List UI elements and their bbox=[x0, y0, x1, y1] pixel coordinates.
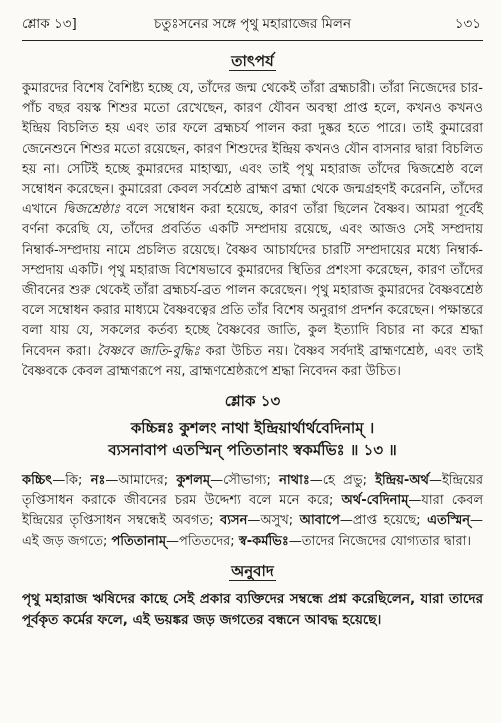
synonyms-list: কচ্চিৎ—কি; নঃ—আমাদের; কুশলম্—সৌভাগ্য; নাথাঃ—হে প্রভু; ইন্দ্রিয়-অর্থ—ইন্দ্রিয়ের তৃপ্তিসাধন করাকে জীবনের চরম উদ্দেশ্য বলে মনে করে; অর্থ-বেদিনাম্—যারা কেবল ইন্দ্রিয়ের তৃপ্তিসাধন সম্বন্ধেই অবগত; ব্যসন—অসুখ; আবাপে—প্রাপ্ত হয়েছে; এতস্মিন্—এই জড় জগতে; পতিতানাম্—পতিতদের; স্ব-কর্মভিঃ—তাদের নিজেদের যোগ্যতার দ্বারা। bbox=[22, 473, 484, 549]
page-number: ১৩১ bbox=[454, 16, 481, 32]
synonym-word: ইন্দ্রিয়-অর্থ bbox=[375, 473, 429, 489]
purport-heading: তাৎপর্য bbox=[231, 52, 274, 70]
synonym-word: নঃ bbox=[90, 473, 106, 489]
synonym-meaning: এই জড় জগতে; bbox=[22, 533, 112, 549]
translation-heading: অনুবাদ bbox=[231, 561, 274, 580]
synonym-meaning: ইন্দ্রিয়ের তৃপ্তিসাধন করাকে জীবনের চরম উদ্দেশ্য বলে মনে করে; bbox=[22, 473, 483, 509]
synonym-meaning: যারা কেবল ইন্দ্রিয়ের তৃপ্তিসাধন সম্বন্ধেই অবগত; bbox=[22, 493, 484, 529]
purport-paragraph: কুমারদের বিশেষ বৈশিষ্ট্য হচ্ছে যে, তাঁদের জন্ম থেকেই তাঁরা ব্রহ্মচারী। তাঁরা নিজেদের চার-পাঁচ বছর বয়স্ক শিশুর মতো রেখেছেন, কারণ যৌবন অবস্থা প্রাপ্ত হলে, কখনও কখনও ইন্দ্রিয় বিচলিত হয় এবং তার ফলে ব্রহ্মচর্য পালন করা দুষ্কর হতে পারে। তাই কুমারেরা জেনেশুনে শিশুর মতো রয়েছেন, কারণ শিশুদের ইন্দ্রিয় কখনও যৌন বাসনার দ্বারা বিচলিত হয় না। সেটিই হচ্ছে কুমারদের মাহাত্ম্য, এবং তাই পৃথু মহারাজ তাঁদের দ্বিজশ্রেষ্ঠ বলে সম্বোধন করেছেন। কুমারেরা কেবল সর্বশ্রেষ্ঠ ব্রাহ্মণ ব্রহ্মা থেকে জন্মগ্রহণই করেননি, তাঁদের এখানে দ্বিজশ্রেষ্ঠাঃ বলে সম্বোধন করা হয়েছে, কারণ তাঁরা ছিলেন বৈষ্ণব। আমরা পূর্বেই বর্ণনা করেছি যে, তাঁদের প্রবর্তিত একটি সম্প্রদায় রয়েছে, এবং আজও সেই সম্প্রদায় নিম্বার্ক-সম্প্রদায় নামে প্রচলিত রয়েছে। বৈষ্ণব আচার্যদের চারটি সম্প্রদায়ের মধ্যে নিম্বার্ক-সম্প্রদায় একটি। পৃথু মহারাজ বিশেষভাবে কুমারদের স্থিতির প্রশংসা করেছেন, কারণ তাঁদের জীবনের শুরু থেকেই তাঁরা ব্রহ্মচর্য-ব্রত পালন করেছেন। পৃথু মহারাজ কুমারদের বৈষ্ণবশ্রেষ্ঠ বলে সম্বোধন করার মাধ্যমে বৈষ্ণবত্বের প্রতি তাঁর বিশেষ অনুরাগ প্রদর্শন করেছেন। পক্ষান্তরে বলা যায় যে, সকলের কর্তব্য হচ্ছে বৈষ্ণবের জাতি, কুল ইত্যাদি বিচার না করে শ্রদ্ধা নিবেদন করা। বৈষ্ণবে জাতি-বুদ্ধিঃ করা উচিত নয়। বৈষ্ণব সর্বদাই ব্রাহ্মণশ্রেষ্ঠ, এবং তাই বৈষ্ণবকে কেবল ব্রাহ্মণরূপে নয়, ব্রাহ্মণশ্রেষ্ঠরূপে শ্রদ্ধা নিবেদন করা উচিত। bbox=[22, 81, 483, 379]
synonym-meaning: অসুখ; bbox=[260, 513, 300, 529]
synonym-meaning: প্রাপ্ত হয়েছে; bbox=[352, 513, 428, 529]
synonym-word: কচ্চিৎ bbox=[22, 473, 53, 489]
synonym-meaning: সৌভাগ্য; bbox=[223, 473, 280, 489]
synonym-word: আবাপে bbox=[299, 513, 340, 529]
verse-title: শ্লোক ১৩ bbox=[224, 392, 281, 411]
verse-line: ব্যসনাবাপ এতস্মিন্ পতিতানাং স্বকর্মভিঃ ॥ ১৩ ॥ bbox=[108, 441, 397, 460]
synonym-word: কুশলম্ bbox=[176, 473, 211, 489]
purport-term: বৈষ্ণবে জাতি-বুদ্ধিঃ bbox=[96, 343, 200, 359]
synonym-meaning: কি; bbox=[65, 473, 91, 489]
synonym-word: এতস্মিন্ bbox=[427, 513, 470, 529]
purport-term: দ্বিজশ্রেষ্ঠাঃ bbox=[63, 202, 121, 218]
translation-text: পৃথু মহারাজ ঋষিদের কাছে সেই প্রকার ব্যক্তিদের সম্বন্ধে প্রশ্ন করেছিলেন, যারা তাদের পূর্বকৃত কর্মের ফলে, এই ভয়ঙ্কর জড় জগতের বন্ধনে আবদ্ধ হয়েছে। bbox=[22, 590, 483, 628]
synonym-word: অর্থ-বেদিনাম্ bbox=[341, 493, 409, 509]
verse-reference: শ্লোক ১৩] bbox=[22, 16, 77, 32]
synonym-meaning: আমাদের; bbox=[118, 473, 177, 489]
chapter-title: চতুঃসনের সঙ্গে পৃথু মহারাজের মিলন bbox=[153, 16, 352, 32]
synonym-word: ব্যসন bbox=[220, 513, 248, 529]
verse-line: কচ্চিন্নঃ কুশলং নাথা ইন্দ্রিয়ার্থার্থবেদিনাম্ । bbox=[130, 419, 375, 438]
page-header bbox=[22, 0, 483, 41]
synonym-word: নাথাঃ bbox=[279, 473, 310, 489]
synonym-meaning: হে প্রভু; bbox=[322, 473, 376, 489]
synonym-word: স্ব-কর্মভিঃ bbox=[238, 533, 289, 549]
synonym-meaning: পতিতদের; bbox=[179, 533, 239, 549]
synonym-meaning: তাদের নিজেদের যোগ্যতার দ্বারা। bbox=[301, 533, 472, 549]
synonym-word: পতিতানাম্ bbox=[111, 533, 167, 549]
